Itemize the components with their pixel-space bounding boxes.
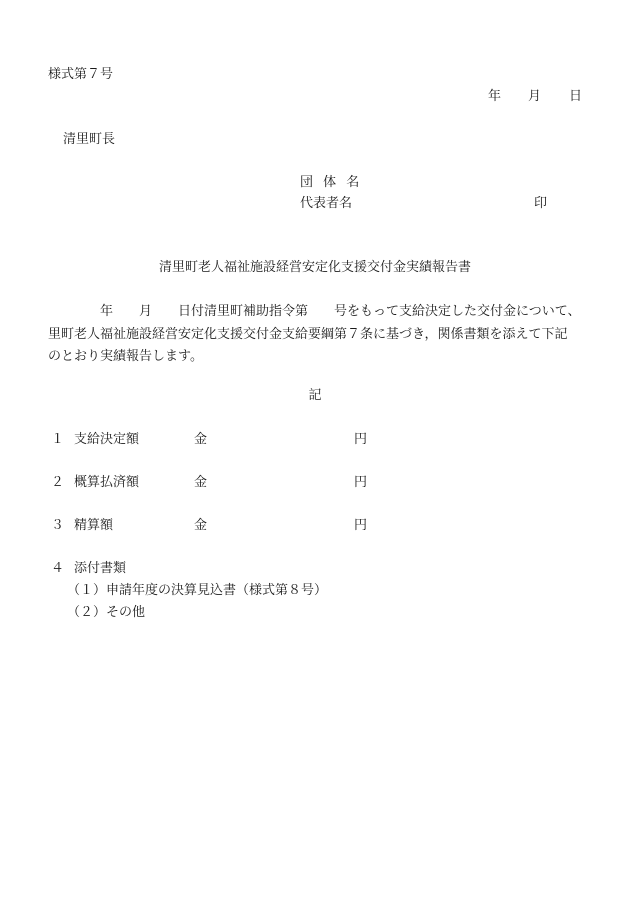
recipient: 清里町長 — [63, 132, 116, 147]
body-text-line-1: 年 月 日付清里町補助指令第 号をもって支給決定した交付金について、 — [48, 304, 581, 319]
ki-heading: 記 — [308, 388, 322, 403]
item-kin: 金 — [194, 475, 208, 490]
document-title: 清里町老人福祉施設経営安定化支援交付金実績報告書 — [158, 260, 471, 275]
item-kin: 金 — [194, 518, 208, 533]
item-label: 概算払済額 — [74, 475, 140, 490]
seal-mark: 印 — [534, 196, 548, 211]
item-label: 添付書類 — [74, 561, 127, 576]
date-month: 月 — [528, 89, 542, 104]
item-en: 円 — [354, 475, 368, 490]
representative-label: 代表者名 — [300, 196, 353, 211]
attachment-item: （２）その他 — [67, 605, 146, 620]
item-label: 精算額 — [74, 518, 114, 533]
item-en: 円 — [354, 432, 368, 447]
body-text-line-3: のとおり実績報告します。 — [48, 349, 203, 364]
item-number: １ — [51, 432, 65, 447]
item-kin: 金 — [194, 432, 208, 447]
attachment-item: （１）申請年度の決算見込書（様式第８号） — [67, 583, 328, 598]
item-number: ３ — [51, 518, 65, 533]
item-number: ２ — [51, 475, 65, 490]
item-label: 支給決定額 — [74, 432, 140, 447]
body-text-line-2: 里町老人福祉施設経営安定化支援交付金支給要綱第７条に基づき，関係書類を添えて下記 — [48, 327, 568, 342]
item-en: 円 — [354, 518, 368, 533]
item-number: ４ — [51, 561, 65, 576]
org-name-label: 団 体 名 — [300, 175, 363, 190]
date-day: 日 — [569, 89, 583, 104]
form-number: 様式第７号 — [48, 67, 114, 82]
date-year: 年 — [488, 89, 502, 104]
